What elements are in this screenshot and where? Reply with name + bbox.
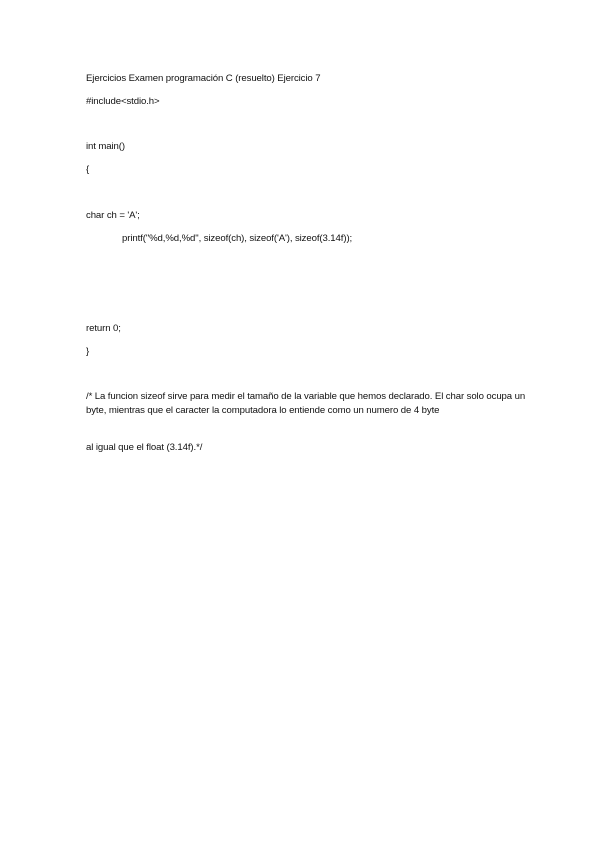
code-printf-call: printf("%d,%d,%d", sizeof(ch), sizeof('A'), sizeof(3.14f));	[122, 233, 353, 244]
document-title: Ejercicios Examen programación C (resuelto) Ejercicio 7	[86, 73, 321, 84]
code-declaration: char ch = 'A';	[86, 210, 140, 221]
comment-last-line: al igual que el float (3.14f).*/	[86, 442, 203, 453]
code-open-brace: {	[86, 164, 90, 175]
code-return-statement: return 0;	[86, 323, 121, 334]
code-main-signature: int main()	[86, 141, 125, 152]
code-include-line: #include<stdio.h>	[86, 96, 160, 107]
comment-paragraph: /* La funcion sizeof sirve para medir el tamaño de la variable que hemos declarado. El char solo ocupa un byte, mientras que el caracter la computadora lo entiende como un numero de 4 byte	[86, 391, 526, 416]
code-close-brace: }	[86, 346, 90, 357]
